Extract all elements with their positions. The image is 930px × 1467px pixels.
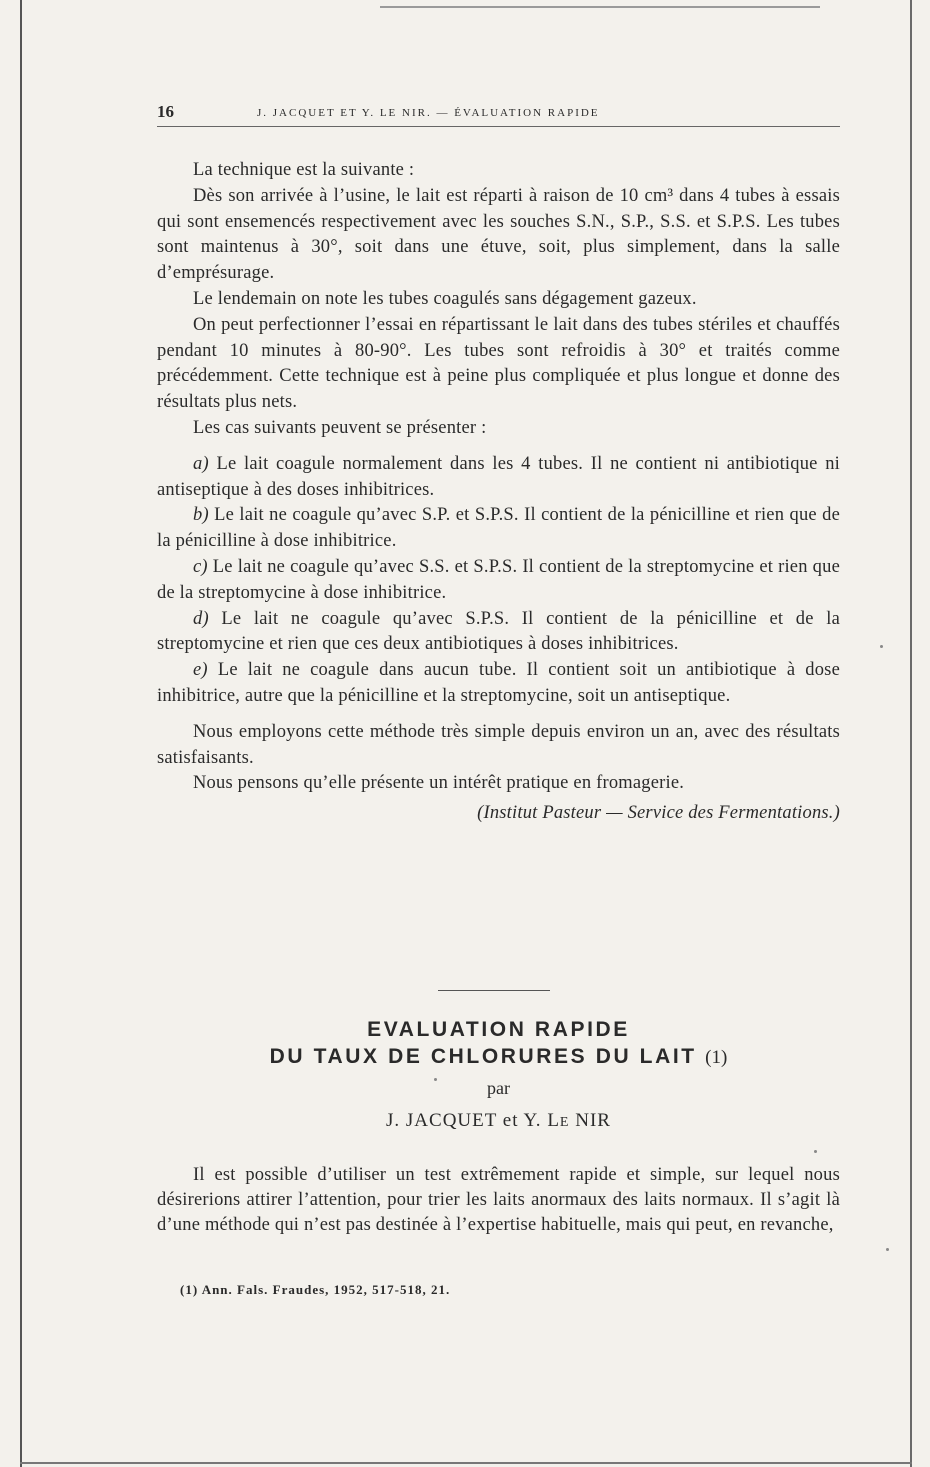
case-text: Le lait coagule normalement dans les 4 tubes. Il ne contient ni antibiotique ni antiseptique à des doses inhibitrices. [157, 453, 840, 500]
authors [157, 1110, 840, 1132]
case-letter: c) [193, 556, 208, 577]
paragraph: Nous pensons qu’elle présente un intérêt pratique en fromagerie. [193, 773, 685, 794]
author-2-initial: Y. [523, 1110, 542, 1131]
header-rule [157, 126, 840, 127]
case-d [157, 607, 840, 659]
title-line-2: DU TAUX DE CHLORURES DU LAIT [269, 1045, 697, 1068]
case-letter: e) [193, 660, 208, 681]
paragraph: Les cas suivants peuvent se présenter : [193, 417, 487, 438]
case-text: Le lait ne coagule dans aucun tube. Il contient soit un antibiotique à dose inhibitrice, autre que la pénicilline et la streptomycine, soit un antiseptique. [157, 660, 840, 706]
signature: (Institut Pasteur — Service des Fermentations.) [477, 803, 840, 824]
page-number: 16 [157, 102, 174, 121]
paragraph: Le lendemain on note les tubes coagulés sans dégagement gazeux. [193, 288, 697, 309]
author-2-name: LE NIR [547, 1110, 611, 1131]
article-2-title [157, 1016, 840, 1071]
running-title: J. JACQUET ET Y. LE NIR. — ÉVALUATION RAPIDE [257, 107, 600, 119]
title-line-1: EVALUATION RAPIDE [367, 1018, 630, 1041]
scan-speck [880, 645, 883, 648]
case-letter: b) [193, 505, 209, 526]
scan-speck [434, 1078, 437, 1081]
case-letter: a) [193, 453, 209, 474]
case-a [157, 452, 840, 504]
footnote-ref: (1) [705, 1047, 728, 1068]
scan-speck [886, 1248, 889, 1251]
case-letter: d) [193, 608, 209, 629]
case-text: Le lait ne coagule qu’avec S.P.S. Il contient de la pénicilline et de la streptomycine et rien que ces deux antibiotiques à doses inhibitrices. [157, 608, 840, 655]
case-text: Le lait ne coagule qu’avec S.S. et S.P.S. Il contient de la streptomycine et rien que de la streptomycine à dose inhibitrice. [157, 556, 840, 603]
paragraph: Il est possible d’utiliser un test extrêmement rapide et simple, sur lequel nous désirerions attirer l’attention, pour trier les laits anormaux des laits normaux. Il s’agit là d’une méthode qui n’est pas destinée à l’expertise habituelle, mais qui peut, en revanche, [157, 1165, 840, 1235]
paragraph: Dès son arrivée à l’usine, le lait est réparti à raison de 10 cm³ dans 4 tubes à essais qui sont ensemencés respectivement avec les souches S.N., S.P., S.S. et S.P.S. Les tubes sont maintenus à 30°, soit dans une étuve, soit, plus simplement, dans la salle d’emprésurage. [157, 185, 840, 284]
scan-edge-bottom [20, 1462, 912, 1464]
article-2-body [157, 1163, 840, 1238]
article-1-body [157, 158, 840, 827]
case-c [157, 555, 840, 607]
authors-and: et [502, 1110, 519, 1131]
scan-edge-top [380, 6, 820, 8]
paragraph: Nous employons cette méthode très simple depuis environ un an, avec des résultats satisfaisants. [157, 721, 840, 768]
case-b [157, 503, 840, 555]
scan-edge-left [20, 0, 22, 1467]
section-divider [438, 990, 550, 991]
author-1: J. JACQUET [386, 1110, 498, 1131]
paragraph: La technique est la suivante : [193, 160, 415, 180]
case-text: Le lait ne coagule qu’avec S.P. et S.P.S. Il contient de la pénicilline et rien que de la pénicilline à dose inhibitrice. [157, 505, 840, 552]
paragraph: On peut perfectionner l’essai en répartissant le lait dans des tubes stériles et chauffés pendant 10 minutes à 80-90°. Les tubes sont refroidis à 30° et traités comme précédemment. Cette technique est à peine plus compliquée et plus longue et donne des résultats plus nets. [157, 314, 840, 413]
case-e [157, 658, 840, 710]
running-header [157, 100, 840, 130]
scan-speck [814, 1150, 817, 1153]
by-line: par [487, 1078, 510, 1098]
scan-edge-right [910, 0, 912, 1467]
footnote: (1) Ann. Fals. Fraudes, 1952, 517-518, 21. [180, 1282, 451, 1297]
